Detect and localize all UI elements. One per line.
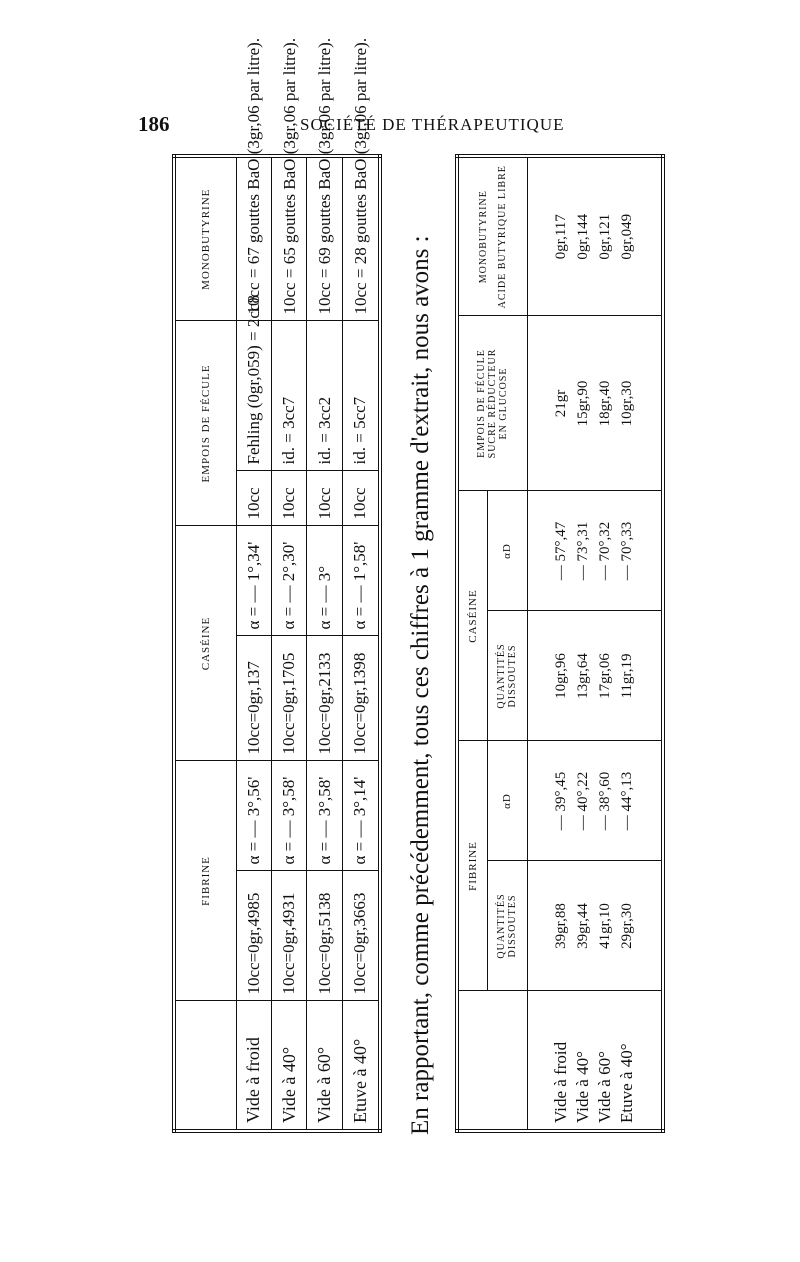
table-row: Vide à 60° 10cc=0gr,5138 α = — 3°,58' 10cc=0gr,2133 α = — 3° 10cc id. = 3cc2 10cc = 69 gouttes BaO (3gr,06 par litre).	[307, 156, 342, 1131]
table-row: Vide à 40° 10cc=0gr,4931 α = — 3°,58' 10cc=0gr,1705 α = — 2°,30' 10cc id. = 3cc7 10cc = 65 gouttes BaO (3gr,06 par litre).	[271, 156, 306, 1131]
table-row: Etuve à 40° 10cc=0gr,3663 α = — 3°,14' 10cc=0gr,1398 α = — 1°,58' 10cc id. = 5cc7 10cc = 28 gouttes BaO (3gr,06 par litre).	[342, 156, 380, 1131]
header-blank	[457, 991, 527, 1131]
page-header	[0, 112, 800, 142]
table-row: Vide à froid Vide à 40° Vide à 60° Etuve à 40° 39gr,88 39gr,44 41gr,10 29gr,30 — 39°,45 — 40°,22 — 38°,60 — 44°,13 10gr,96 13gr,64 17gr,06 11gr,19 — 57°,47 — 73°,31 — 70°,32 — 70°,33 21gr 15gr,90 18gr,40 10gr,30 0gr,117 0gr,144 0gr,121 0gr,049	[527, 156, 663, 1131]
header-blank	[174, 1001, 236, 1131]
col-monobutyrine: MONOBUTYRINE	[174, 156, 236, 321]
col-caseine: CASÉINE	[457, 491, 487, 741]
table-row: Vide à froid 10cc=0gr,4985 α = — 3°,56' 10cc=0gr,137 α = — 1°,34' 10cc Fehling (0gr,059) = 2cc8 10cc = 67 gouttes BaO (3gr,06 par litre).	[236, 156, 271, 1131]
running-title: SOCIÉTÉ DE THÉRAPEUTIQUE	[300, 115, 565, 134]
col-fibrine: FIBRINE	[457, 741, 487, 991]
table-1	[172, 37, 382, 1133]
body-sentence-wrap	[398, 160, 443, 1135]
page-number: 186	[138, 112, 170, 136]
cas-alpha-header: αD	[487, 491, 527, 611]
cas-quant-header: QUANTITÉS DISSOUTES	[487, 611, 527, 741]
col-caseine: CASÉINE	[174, 526, 236, 761]
fib-quant-header: QUANTITÉS DISSOUTES	[487, 861, 527, 991]
col-empois: EMPOIS DE FÉCULE	[174, 321, 236, 526]
col-fibrine: FIBRINE	[174, 761, 236, 1001]
col-empois: EMPOIS DE FÉCULE SUCRE RÉDUCTEUR EN GLUCOSE	[457, 316, 527, 491]
col-monobutyrine: MONOBUTYRINE ACIDE BUTYRIQUE LIBRE	[457, 156, 527, 316]
table-2	[455, 158, 665, 1133]
fib-alpha-header: αD	[487, 741, 527, 861]
body-sentence: En rapportant, comme précédemment, tous ces chiffres à 1 gramme d'extrait, nous avons :	[407, 235, 434, 1135]
